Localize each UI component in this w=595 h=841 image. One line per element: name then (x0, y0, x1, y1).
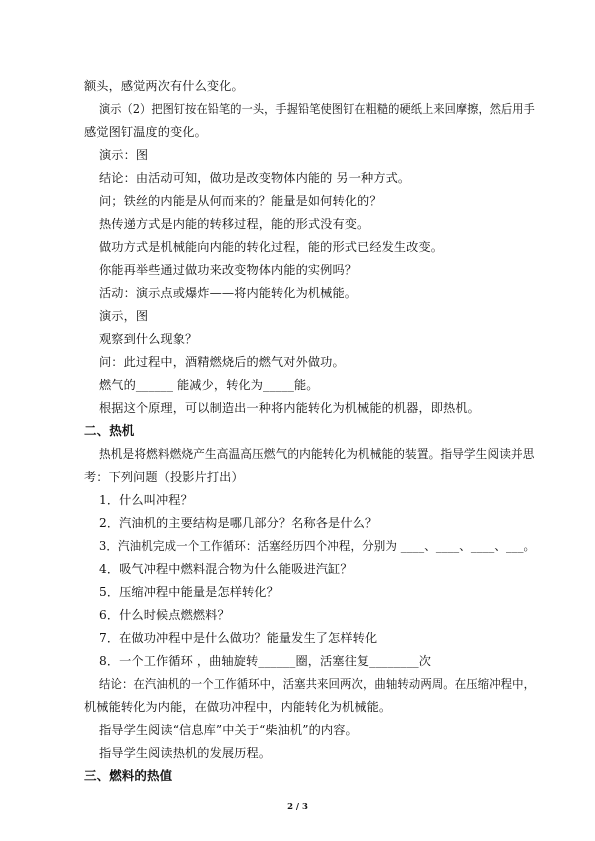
list-item: 7．在做功冲程中是什么做功？能量发生了怎样转化 (99, 631, 378, 645)
text-line: 额头，感觉两次有什么变化。 (84, 79, 244, 93)
section-heading: 三、燃料的热值 (84, 768, 173, 783)
text-line: 演示：图 (99, 148, 149, 162)
section-heading: 二、热机 (84, 423, 135, 438)
text-line: 活动：演示点或爆炸——将内能转化为机械能。 (99, 286, 358, 300)
text-line: 热传递方式是内能的转移过程，能的形式没有变。 (99, 217, 370, 231)
text-line: 结论：在汽油机的一个工作循环中，活塞共来回两次，曲轴转动两周。在压缩冲程中， (99, 677, 536, 691)
text-line: 考：下列问题（投影片打出） (84, 470, 244, 484)
text-line: 你能再举些通过做功来改变物体内能的实例吗？ (99, 263, 358, 277)
list-item: 5．压缩冲程中能量是怎样转化？ (99, 585, 279, 599)
list-item: 2．汽油机的主要结构是哪几部分？名称各是什么？ (99, 516, 378, 530)
text-line: 观察到什么现象？ (99, 332, 198, 346)
text-line: 演示，图 (99, 309, 149, 323)
text-line: 问；铁丝的内能是从何而来的？能量是如何转化的？ (99, 194, 382, 208)
text-line: 问：此过程中，酒精燃烧后的燃气对外做功。 (99, 355, 345, 369)
text-line: 热机是将燃料燃烧产生高温高压燃气的内能转化为机械能的装置。指导学生阅读并思 (99, 447, 535, 461)
text-line: 指导学生阅读热机的发展历程。 (99, 746, 272, 760)
list-item: 6．什么时候点燃燃料？ (99, 608, 230, 622)
page-number: 2 / 3 (287, 802, 308, 812)
list-item: 4．吸气冲程中燃料混合物为什么能吸进汽缸？ (99, 562, 353, 576)
list-item: 8．一个工作循环 ，曲轴旋转______圈，活塞往复________次 (99, 654, 432, 668)
text-line: 燃气的______ 能减少，转化为_____能。 (99, 378, 319, 392)
text-line: 机械能转化为内能，在做功冲程中，内能转化为机械能。 (84, 700, 392, 714)
list-item: 3．汽油机完成一个工作循环：活塞经历四个冲程，分别为 ____、____、____、___。 (99, 539, 536, 553)
text-line: 根据这个原理，可以制造出一种将内能转化为机械能的机器，即热机。 (99, 401, 480, 415)
text-line: 结论：由活动可知，做功是改变物体内能的 另一种方式。 (99, 171, 411, 185)
text-line: 感觉图钉温度的变化。 (84, 125, 207, 139)
list-item: 1．什么叫冲程？ (99, 493, 193, 507)
text-line: 指导学生阅读“信息库”中关于“柴油机”的内容。 (99, 723, 358, 737)
text-line: 演示（2）把图钉按在铅笔的一头，手握铅笔使图钉在粗糙的硬纸上来回摩擦，然后用手 (99, 102, 535, 116)
text-line: 做功方式是机械能向内能的转化过程，能的形式已经发生改变。 (99, 240, 444, 254)
